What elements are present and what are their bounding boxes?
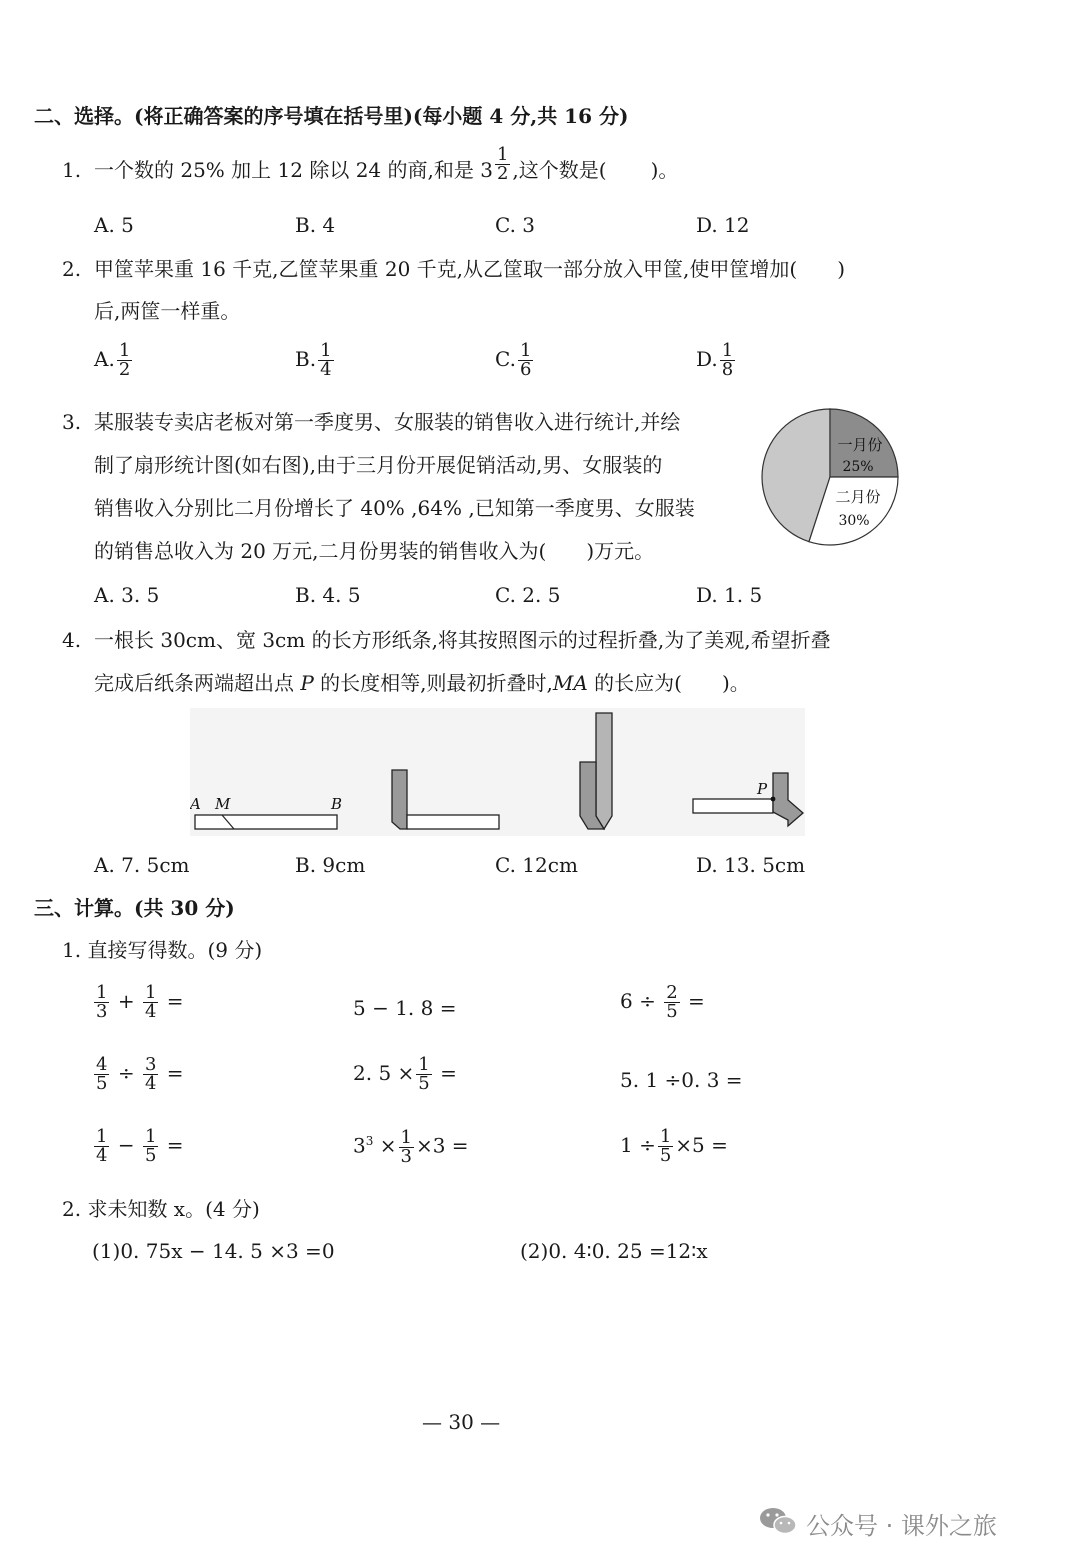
q1-frac-den: 2 [496,163,509,184]
frac-num: 2 [666,982,678,1003]
q4-line2-d: )。 [722,671,750,695]
q2-option-a [94,342,134,379]
q3-line4-text: 的销售总收入为 20 万元,二月份男装的销售收入为( [94,539,547,563]
q2-option-d [696,342,737,379]
q1-text-c: )。 [650,158,679,182]
frac-den: 5 [659,1145,672,1166]
q1-option-c: C. 3 [495,213,536,237]
q4-line2-b: 的长度相等,则最初折叠时, [313,671,553,695]
q2-option-d-fraction [720,342,735,379]
q3-option-c: C. 2. 5 [495,583,561,607]
pie-label-feb: 二月份 [835,488,881,506]
question-2-line-1 [94,256,845,282]
q4-option-a: A. 7. 5cm [94,853,190,877]
q4-option-b: B. 9cm [295,853,366,877]
calc-r1c2: 5 − 1. 8 = [353,996,457,1020]
question-4-line-2 [94,670,750,696]
frac [399,1126,414,1167]
q1-option-a: A. 5 [94,213,134,237]
strip-step-3-back [596,713,612,829]
calc-r3c2-exponent: 3 [365,1134,374,1148]
q2-option-c [495,342,535,379]
q2-option-b-label: B. [295,347,317,371]
q1-mixed-fraction [495,146,510,183]
op-div: ÷ [117,1061,135,1085]
frac [143,984,158,1021]
pie-pct-jan: 25% [842,459,874,475]
op-eq: = [166,1061,184,1085]
question-1-text [94,144,679,184]
frac-num: 1 [144,1126,157,1147]
frac-den: 4 [96,1145,108,1166]
frac-num: 1 [118,340,131,361]
op-eq: = [440,1061,457,1085]
label-m: M [215,795,231,813]
question-3-line-1: 某服装专卖店老板对第一季度男、女服装的销售收入进行统计,并绘 [94,410,681,434]
q1-text-a: 一个数的 25% 加上 12 除以 24 的商,和是 3 [94,158,493,182]
frac-num: 1 [418,1054,430,1075]
frac-num: 1 [96,982,108,1003]
frac-num: 1 [320,340,332,361]
frac-den: 6 [519,359,532,380]
strip-step-4-horizontal [693,799,773,813]
label-b: B [331,795,343,813]
op-minus: − [117,1133,135,1157]
frac-den: 3 [96,1001,108,1022]
frac-num: 1 [721,340,734,361]
frac-den: 5 [666,1001,678,1022]
frac-den: 4 [144,1073,157,1094]
frac [143,1056,158,1093]
q4-folding-figure [190,708,805,836]
equation-1: (1)0. 75x − 14. 5 ×3 =0 [92,1239,335,1263]
question-4-number: 4. [62,628,82,652]
frac [143,1128,158,1165]
equation-2: (2)0. 4∶0. 25 =12∶x [520,1239,708,1263]
pie-pct-feb: 30% [838,513,870,529]
op-times: × [379,1133,397,1158]
section-3-q1-title: 1. 直接写得数。(9 分) [62,938,263,962]
point-p [771,797,776,802]
q2-option-a-label: A. [94,347,115,371]
calc-r2c2-pre: 2. 5 × [353,1061,415,1085]
question-1-number: 1. [62,158,82,182]
op-plus: + [117,989,135,1013]
op-eq: = [166,989,184,1013]
q4-option-c: C. 12cm [495,853,578,877]
q2-option-c-label: C. [495,347,516,371]
q2-option-a-fraction [117,342,132,379]
calc-r3c2 [353,1128,469,1166]
frac-den: 2 [118,359,131,380]
label-a: A [190,795,201,813]
q1-frac-num: 1 [496,144,509,165]
q4-segment-ma: MA [552,671,588,695]
calc-r1c1 [92,984,184,1021]
q4-option-d: D. 13. 5cm [696,853,806,877]
question-3-number: 3. [62,410,82,434]
q2-option-c-fraction [518,342,533,379]
frac [664,984,679,1021]
frac-num: 1 [659,1126,672,1147]
calc-r3c2-post: ×3 = [415,1133,469,1158]
frac-den: 4 [320,359,332,380]
q4-line2-a: 完成后纸条两端超出点 [94,671,301,695]
calc-r3c3-pre: 1 ÷ [620,1133,656,1157]
label-p: P [757,780,768,798]
q3-option-a: A. 3. 5 [94,583,160,607]
question-2-number: 2. [62,257,82,281]
q2-line1-text: 甲筐苹果重 16 千克,乙筐苹果重 20 千克,从乙筐取一部分放入甲筐,使甲筐增加( [94,257,798,281]
q2-option-b [295,342,336,379]
wechat-icon [758,1505,798,1537]
q3-option-d: D. 1. 5 [696,583,763,607]
question-2-line-2: 后,两筐一样重。 [94,299,241,323]
op-div: ÷ [639,989,656,1013]
q4-point-p: P [300,671,314,695]
op-eq: = [688,989,705,1013]
frac-num: 1 [519,340,532,361]
question-3-line-4 [94,538,654,564]
strip-step-2-horizontal [407,815,499,829]
frac [416,1056,431,1093]
frac-den: 5 [418,1073,430,1094]
frac [94,1056,109,1093]
frac-num: 1 [96,1126,108,1147]
frac-num: 3 [144,1054,157,1075]
frac-num: 4 [96,1054,108,1075]
section-3-q2-title: 2. 求未知数 x。(4 分) [62,1197,260,1221]
q2-line1-end: ) [837,257,846,281]
calc-r3c1 [92,1128,184,1165]
question-4-line-1: 一根长 30cm、宽 3cm 的长方形纸条,将其按照图示的过程折叠,为了美观,希望折叠 [94,628,831,652]
frac [94,984,109,1021]
question-3-line-3: 销售收入分别比二月份增长了 40% ,64% ,已知第一季度男、女服装 [94,496,695,520]
q3-pie-chart [758,405,902,549]
calc-r2c1 [92,1056,184,1093]
frac-den: 5 [96,1073,108,1094]
op-eq: = [166,1133,184,1157]
calc-r3c2-base: 3 [353,1133,366,1158]
question-3-line-2: 制了扇形统计图(如右图),由于三月份开展促销活动,男、女服装的 [94,453,663,477]
q1-option-d: D. 12 [696,213,750,237]
q3-option-b: B. 4. 5 [295,583,361,607]
calc-r2c3: 5. 1 ÷0. 3 = [620,1068,743,1092]
calc-r3c3 [620,1128,728,1165]
frac-den: 8 [721,359,734,380]
q1-option-b: B. 4 [295,213,336,237]
frac-den: 3 [400,1145,412,1167]
frac-num: 1 [400,1126,412,1148]
section-3-title: 三、计算。(共 30 分) [34,896,235,920]
frac-den: 4 [144,1001,157,1022]
calc-r2c2 [353,1056,457,1093]
page-number: — 30 — [422,1410,501,1434]
q2-option-d-label: D. [696,347,718,371]
calc-r3c3-post: ×5 = [675,1133,728,1157]
strip-step-2-vertical [392,770,407,829]
frac-num: 1 [144,982,157,1003]
q2-option-b-fraction [318,342,333,379]
watermark-text: 公众号 · 课外之旅 [806,1512,997,1540]
q1-text-b: ,这个数是( [512,158,607,182]
section-2-title: 二、选择。(将正确答案的序号填在括号里)(每小题 4 分,共 16 分) [34,104,629,128]
q3-line4-end: )万元。 [586,539,655,563]
frac [658,1128,673,1165]
calc-r1c3: 6 ÷ $\frac{2}{5}$ = [620,982,705,1022]
strip-step-1 [195,815,337,829]
pie-label-jan: 一月份 [837,436,883,454]
q4-line2-c: 的长应为( [587,671,682,695]
frac-den: 5 [144,1145,157,1166]
frac [94,1128,109,1165]
